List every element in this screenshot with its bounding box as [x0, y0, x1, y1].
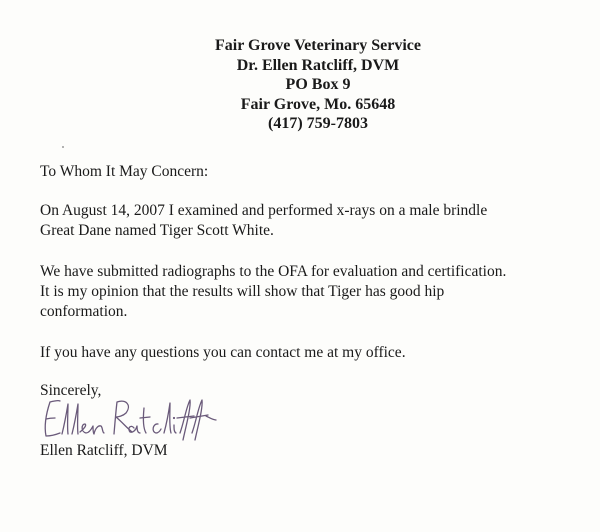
- clinic-name: Fair Grove Veterinary Service: [214, 37, 421, 54]
- letterhead: [0, 36, 600, 134]
- doctor-name: Dr. Ellen Ratcliff, DVM: [236, 56, 400, 74]
- po-box: PO Box 9: [285, 76, 351, 93]
- city-state-zip: Fair Grove, Mo. 65648: [240, 95, 396, 113]
- paragraph-line: We have submitted radiographs to the OFA for evaluation and certification.: [40, 263, 507, 280]
- paper-speck: [62, 146, 64, 148]
- paragraph-line: Great Dane named Tiger Scott White.: [40, 222, 274, 239]
- paragraph-line: conformation.: [40, 303, 128, 320]
- salutation: To Whom It May Concern:: [40, 163, 209, 180]
- paragraph-line: On August 14, 2007 I examined and performed x-rays on a male brindle: [40, 202, 488, 219]
- phone-number: (417) 759-7803: [268, 115, 368, 132]
- signer-name: Ellen Ratcliff, DVM: [40, 442, 168, 459]
- handwritten-signature: [40, 392, 220, 444]
- paragraph-line: It is my opinion that the results will show that Tiger has good hip: [40, 283, 445, 300]
- paragraph-examination: [40, 201, 580, 241]
- paragraph-contact: If you have any questions you can contact me at my office.: [40, 344, 406, 361]
- closing: Sincerely,: [40, 382, 102, 399]
- paragraph-radiographs: [40, 262, 580, 322]
